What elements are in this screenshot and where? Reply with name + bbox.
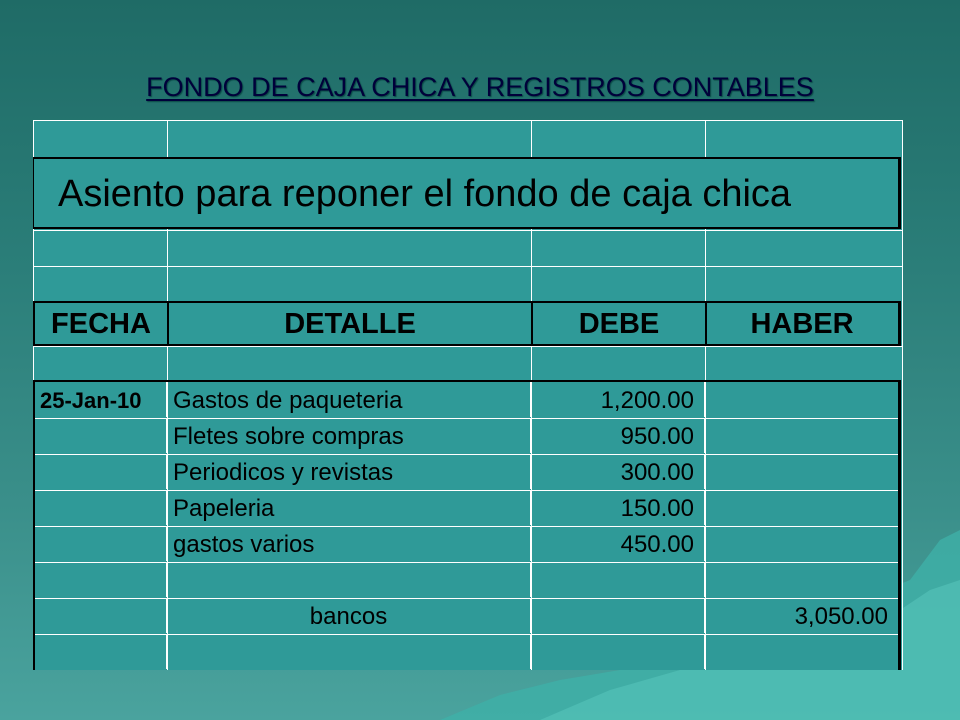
cell-detalle: bancos [167,598,531,633]
cell-detalle [167,634,531,669]
table-header [33,301,901,346]
table-row [35,490,898,527]
cell-debe: 300.00 [531,454,705,489]
cell-debe: 950.00 [531,418,705,453]
cell-detalle: Periodicos y revistas [167,454,531,489]
cell-fecha [35,634,167,669]
table-body [33,380,901,670]
cell-debe [531,562,705,597]
cell-fecha [35,490,167,525]
cell-haber [705,526,898,561]
header-fecha: FECHA [35,303,169,344]
table-row [35,562,898,599]
cell-haber [705,562,898,597]
cell-debe [531,634,705,669]
table-row [35,418,898,455]
table-row [35,454,898,491]
subtitle-text: Asiento para reponer el fondo de caja chica [58,173,792,215]
cell-debe: 1,200.00 [531,382,705,417]
table-row [35,598,898,635]
cell-haber: 3,050.00 [794,603,888,630]
table-row [35,634,898,670]
cell-fecha [35,526,167,561]
subtitle-banner [33,157,901,229]
cell-fecha [35,454,167,489]
cell-haber [705,418,898,453]
cell-haber [705,634,898,669]
cell-haber [705,382,898,417]
cell-fecha [35,562,167,597]
cell-detalle: Papeleria [167,490,531,525]
table-row [35,526,898,563]
cell-haber [705,490,898,525]
cell-detalle: Gastos de paqueteria [167,382,531,417]
cell-fecha [35,418,167,453]
table-row [35,382,898,419]
cell-detalle: gastos varios [167,526,531,561]
header-haber: HABER [750,308,854,340]
cell-debe: 150.00 [531,490,705,525]
header-debe: DEBE [533,303,707,344]
cell-haber [705,454,898,489]
cell-debe: 450.00 [531,526,705,561]
header-detalle: DETALLE [169,303,533,344]
cell-fecha: 25-Jan-10 [35,382,167,417]
cell-debe [531,598,705,633]
cell-detalle [167,562,531,597]
cell-fecha [35,598,167,633]
cell-detalle: Fletes sobre compras [167,418,531,453]
slide-title: FONDO DE CAJA CHICA Y REGISTROS CONTABLES [146,72,814,102]
spreadsheet [33,120,903,670]
